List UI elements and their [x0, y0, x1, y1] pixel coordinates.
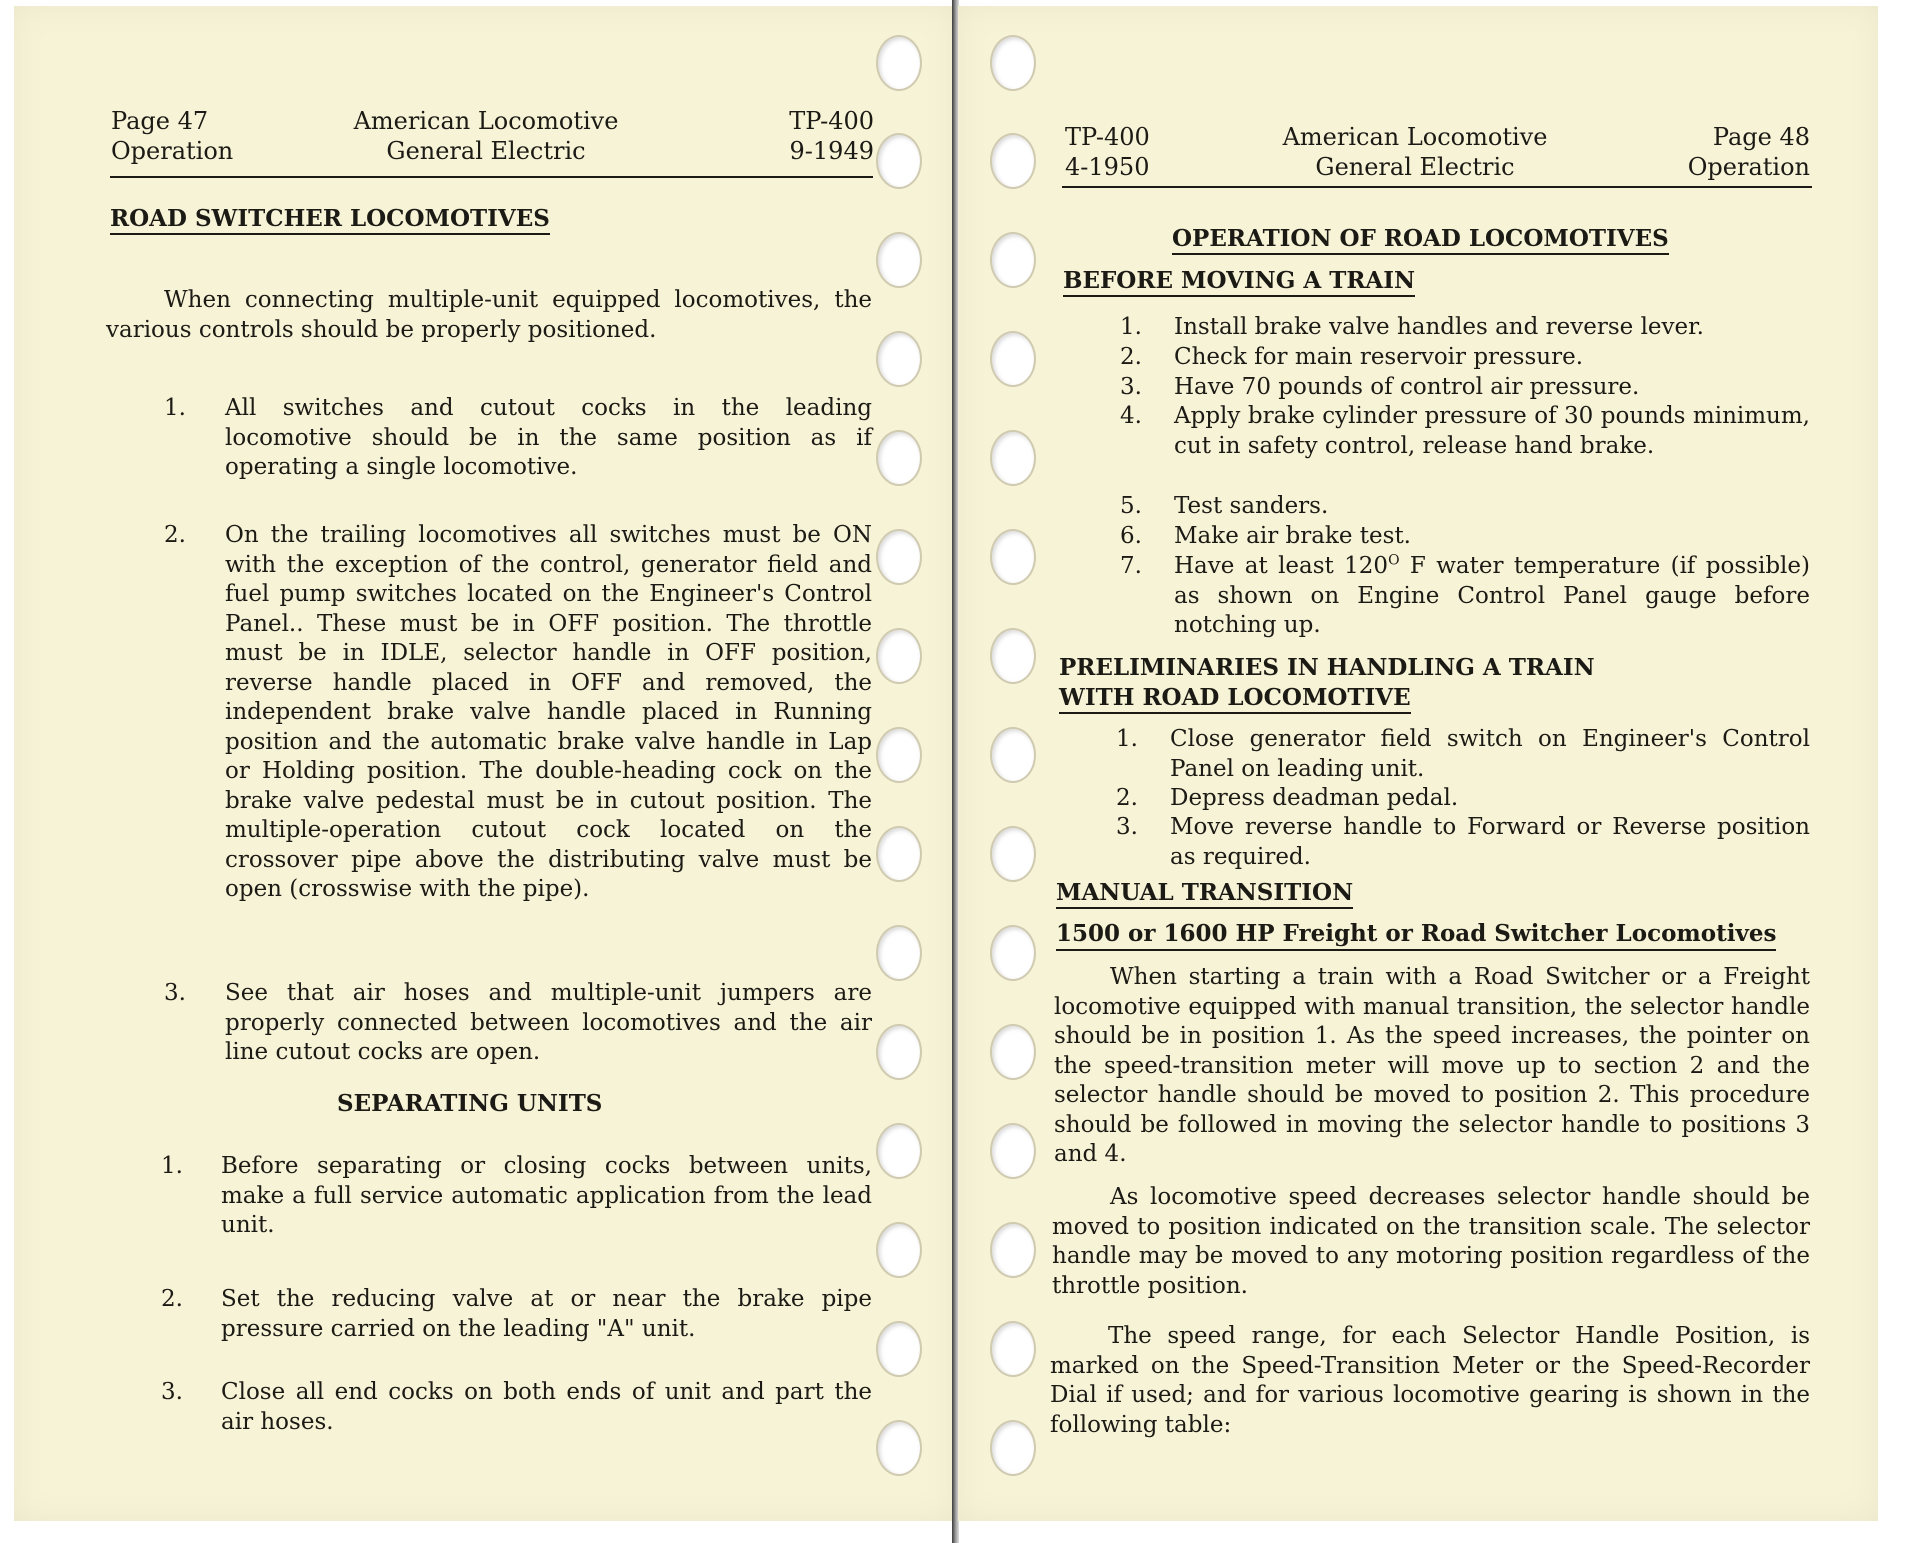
item-2-number: 2. [164, 522, 186, 548]
sep-item-3-number: 3. [161, 1379, 183, 1405]
item-1-number: 1. [164, 395, 186, 421]
binder-hole [990, 331, 1036, 387]
binder-hole [876, 628, 922, 684]
doc-date: 9-1949 [789, 137, 874, 165]
company-line-1: American Locomotive [1282, 123, 1548, 151]
before-item-3-number: 3. [1120, 374, 1142, 400]
item-3-number: 3. [164, 980, 186, 1006]
right-page [958, 6, 1878, 1521]
prelim-item-1-text: Close generator field switch on Engineer's Control Panel on leading unit. [1170, 726, 1810, 782]
before-item-4-number: 4. [1120, 403, 1142, 429]
intro-paragraph: When connecting multiple-unit equipped locomotives, the various controls should be properly positioned. [106, 287, 872, 343]
before-item-5-number: 5. [1120, 493, 1142, 519]
sep-item-3-text: Close all end cocks on both ends of unit and part the air hoses. [221, 1379, 872, 1435]
binder-hole [990, 133, 1036, 189]
binder-hole [876, 1222, 922, 1278]
binder-hole [876, 232, 922, 288]
prelim-item-1-number: 1. [1116, 726, 1138, 752]
prelim-item-3-text: Move reverse handle to Forward or Reverse position as required. [1170, 814, 1810, 870]
before-item-2-text: Check for main reservoir pressure. [1174, 344, 1584, 370]
manual-paragraph-3: The speed range, for each Selector Handle Position, is marked on the Speed-Transition Meter or the Speed-Recorder Dial if used; and for various locomotive gearing is shown in the following table: [1050, 1323, 1810, 1438]
before-item-3-text: Have 70 pounds of control air pressure. [1174, 374, 1640, 400]
sep-item-1-text: Before separating or closing cocks between units, make a full service automatic application from the lead unit. [221, 1153, 872, 1238]
binder-hole [876, 1420, 922, 1476]
section-label: Operation [1687, 153, 1810, 181]
binder-hole [990, 1123, 1036, 1179]
before-item-4-text: Apply brake cylinder pressure of 30 pounds minimum, cut in safety control, release hand brake. [1174, 403, 1810, 459]
binder-hole [990, 628, 1036, 684]
preliminaries-heading-line-1: PRELIMINARIES IN HANDLING A TRAIN [1059, 654, 1595, 681]
binder-hole [876, 1024, 922, 1080]
sep-item-1-number: 1. [161, 1153, 183, 1179]
before-item-2-number: 2. [1120, 344, 1142, 370]
prelim-item-3-number: 3. [1116, 814, 1138, 840]
binder-hole [876, 1321, 922, 1377]
sep-item-2-number: 2. [161, 1286, 183, 1312]
company-line-1: American Locomotive [353, 107, 619, 135]
page-number: Page 47 [111, 107, 209, 135]
binder-hole [876, 331, 922, 387]
before-item-5-text: Test sanders. [1174, 493, 1329, 519]
road-switcher-heading: ROAD SWITCHER LOCOMOTIVES [110, 204, 550, 235]
sep-item-2-text: Set the reducing valve at or near the brake pipe pressure carried on the leading "A" unit. [221, 1286, 872, 1342]
separating-units-heading: SEPARATING UNITS [337, 1090, 603, 1117]
company-line-2: General Electric [386, 137, 586, 165]
binder-hole [876, 727, 922, 783]
binder-hole [876, 35, 922, 91]
item-1-text: All switches and cutout cocks in the leading locomotive should be in the same position as if operating a single locomotive. [225, 395, 872, 480]
company-line-2: General Electric [1315, 153, 1515, 181]
binder-hole [990, 727, 1036, 783]
header-rule [110, 176, 873, 178]
prelim-item-2-number: 2. [1116, 785, 1138, 811]
binder-hole [876, 1123, 922, 1179]
item-3-text: See that air hoses and multiple-unit jumpers are properly connected between locomotives and the air line cutout cocks are open. [225, 980, 872, 1065]
binder-hole [990, 430, 1036, 486]
section-label: Operation [111, 137, 234, 165]
operation-title: OPERATION OF ROAD LOCOMOTIVES [1172, 224, 1669, 255]
binder-hole [990, 1222, 1036, 1278]
degree-mark: O [1388, 552, 1400, 569]
item-2-text: On the trailing locomotives all switches must be ON with the exception of the control, generator field and fuel pump switches located on the Engineer's Control Panel.. These must be in OFF position. The throttle must be in IDLE, selector handle in OFF position, reverse handle placed in OFF and removed, the independent brake valve handle placed in Running position and the automatic brake valve handle in Lap or Holding position. The double-heading cock on the brake valve pedestal must be in cutout position. The multiple-operation cutout cock located on the crossover pipe above the distributing valve must be open (crosswise with the pipe). [225, 522, 872, 902]
binder-hole [990, 1024, 1036, 1080]
before-item-6-number: 6. [1120, 523, 1142, 549]
before-item-1-number: 1. [1120, 314, 1142, 340]
binder-hole [990, 925, 1036, 981]
manual-transition-subheading: 1500 or 1600 HP Freight or Road Switcher Locomotives [1056, 919, 1776, 951]
before-item-7-number: 7. [1120, 553, 1142, 579]
manual-paragraph-2: As locomotive speed decreases selector handle should be moved to position indicated on the transition scale. The selector handle may be moved to any motoring position regardless of the throttle position. [1052, 1184, 1810, 1299]
doc-number: TP-400 [789, 107, 874, 135]
binder-hole [990, 826, 1036, 882]
manual-paragraph-1: When starting a train with a Road Switcher or a Freight locomotive equipped with manual transition, the selector handle should be in position 1. As the speed increases, the pointer on the speed-transition meter will move up to section 2 and the selector handle should be moved to position 2. This procedure should be followed in moving the selector handle to positions 3 and 4. [1054, 964, 1810, 1167]
before-item-6-text: Make air brake test. [1174, 523, 1411, 549]
binder-hole [990, 232, 1036, 288]
binder-hole [990, 529, 1036, 585]
before-item-7-text: Have at least $120^O$ F water temperature (if possible) as shown on Engine Control Panel gauge before notching up. [1174, 552, 1810, 638]
binder-hole [990, 1420, 1036, 1476]
doc-number: TP-400 [1065, 123, 1150, 151]
before-item-1-text: Install brake valve handles and reverse lever. [1174, 314, 1704, 340]
binder-hole [876, 430, 922, 486]
doc-date: 4-1950 [1065, 153, 1150, 181]
left-page [14, 6, 954, 1521]
header-rule [1062, 186, 1812, 188]
binder-hole [876, 925, 922, 981]
binder-hole [876, 529, 922, 585]
preliminaries-heading-line-2: WITH ROAD LOCOMOTIVE [1059, 683, 1411, 714]
page-number: Page 48 [1712, 123, 1810, 151]
binder-hole [876, 826, 922, 882]
binder-hole [990, 35, 1036, 91]
manual-transition-heading: MANUAL TRANSITION [1056, 878, 1353, 909]
binder-hole [876, 133, 922, 189]
prelim-item-2-text: Depress deadman pedal. [1170, 785, 1459, 811]
binder-hole [990, 1321, 1036, 1377]
before-moving-heading: BEFORE MOVING A TRAIN [1063, 266, 1415, 297]
